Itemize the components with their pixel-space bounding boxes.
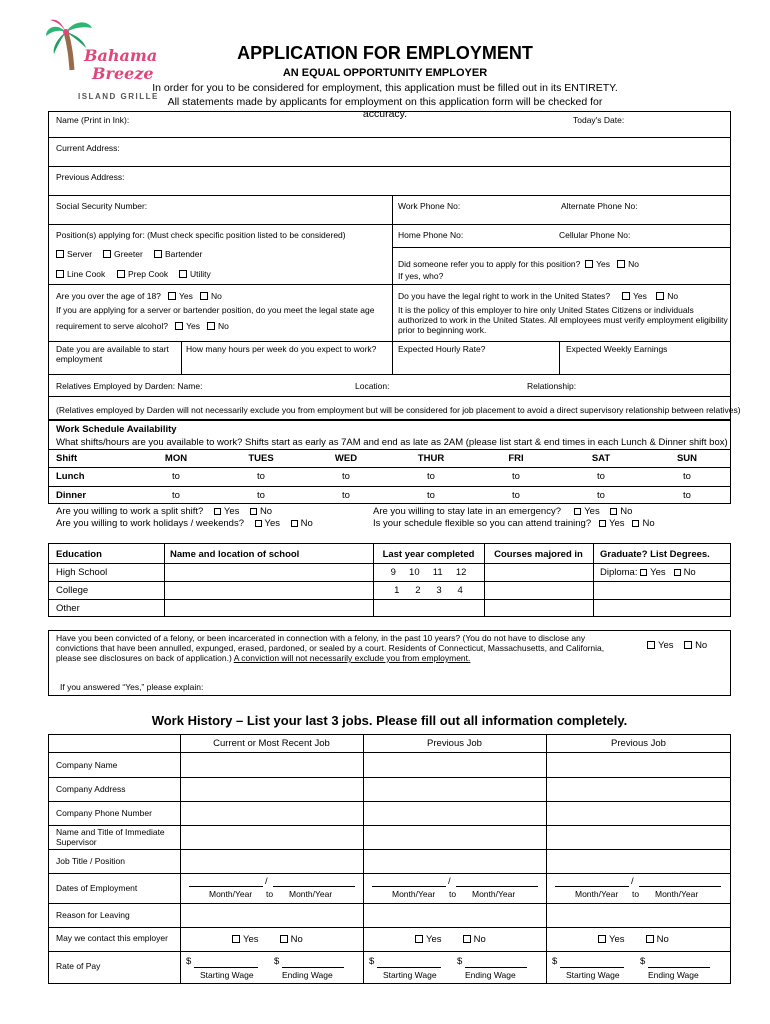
checkbox[interactable] xyxy=(168,292,176,300)
company-logo xyxy=(44,18,159,108)
checkbox[interactable] xyxy=(574,508,581,515)
schedule-header-mon: MON xyxy=(164,453,188,464)
lunch-fri-field[interactable]: to xyxy=(512,471,520,482)
row-may-we-contact: May we contact this employer xyxy=(56,933,168,943)
schedule-header-tues: TUES xyxy=(248,453,274,464)
logo-text-breeze: Breeze xyxy=(92,64,154,83)
cell-phone-label: Cellular Phone No: xyxy=(559,230,631,240)
felony-explain-label: If you answered “Yes,” please explain: xyxy=(60,682,204,692)
schedule-header-sun: SUN xyxy=(676,453,698,464)
eligibility-policy-text: It is the policy of this employer to hire only United States Citizens or individuals authorized to work in the United States. All employees must verify employment eligibility prior to beginning work. xyxy=(398,305,728,335)
education-row-other: Other xyxy=(56,603,80,614)
checkbox[interactable] xyxy=(599,520,606,527)
todays-date-label: Today's Date: xyxy=(573,115,625,125)
flexible-schedule-question: Is your schedule flexible so you can attend training? Yes No xyxy=(373,518,655,529)
checkbox[interactable] xyxy=(232,935,240,943)
rate-of-pay-job-3[interactable]: $ $ Starting Wage Ending Wage xyxy=(552,955,722,981)
position-greeter-option[interactable]: Greeter xyxy=(103,249,143,259)
row-job-title: Job Title / Position xyxy=(56,856,125,866)
felony-answer: Yes No xyxy=(647,640,707,651)
checkbox[interactable] xyxy=(280,935,288,943)
server-age-question-cont: requirement to serve alcohol? Yes No xyxy=(56,321,229,331)
checkbox[interactable] xyxy=(463,935,471,943)
intro-line-1: In order for you to be considered for employment, this application must be filled out in its ENTIRETY. xyxy=(152,82,618,94)
work-history-table xyxy=(48,734,731,984)
dinner-mon-field[interactable]: to xyxy=(172,490,180,501)
column-current-job: Current or Most Recent Job xyxy=(213,738,330,749)
lunch-wed-field[interactable]: to xyxy=(342,471,350,482)
contact-employer-job-1: Yes No xyxy=(232,934,303,945)
schedule-header-sat: SAT xyxy=(591,453,611,464)
checkbox[interactable] xyxy=(585,260,593,268)
referred-question: Did someone refer you to apply for this position? Yes No xyxy=(398,259,639,269)
checkbox[interactable] xyxy=(103,250,111,258)
checkbox[interactable] xyxy=(674,569,681,576)
last-year-header: Last year completed xyxy=(382,549,475,560)
contact-employer-job-3: Yes No xyxy=(598,934,669,945)
dates-field-job-3[interactable]: / Month/Year to Month/Year xyxy=(555,878,721,900)
lunch-thur-field[interactable]: to xyxy=(427,471,435,482)
checkbox[interactable] xyxy=(610,508,617,515)
diploma-question: Diploma: Yes No xyxy=(600,567,696,578)
logo-text-island-grille: ISLAND GRILLE xyxy=(78,92,159,101)
page-subtitle: AN EQUAL OPPORTUNITY EMPLOYER xyxy=(282,67,488,79)
row-reason-for-leaving: Reason for Leaving xyxy=(56,910,130,920)
row-company-name: Company Name xyxy=(56,760,118,770)
position-prepcook-option[interactable]: Prep Cook xyxy=(117,269,168,279)
schedule-title: Work Schedule Availability xyxy=(56,424,177,435)
legal-right-question: Do you have the legal right to work in the United States? Yes No xyxy=(398,291,679,301)
relatives-location-label: Location: xyxy=(355,381,390,391)
checkbox[interactable] xyxy=(646,935,654,943)
school-name-header: Name and location of school xyxy=(170,549,300,560)
row-rate-of-pay: Rate of Pay xyxy=(56,961,101,971)
column-previous-job-1: Previous Job xyxy=(427,738,482,749)
dates-field-job-2[interactable]: / Month/Year to Month/Year xyxy=(372,878,538,900)
high-school-years[interactable]: 9 10 11 12 xyxy=(390,567,467,578)
row-company-address: Company Address xyxy=(56,784,126,794)
hours-per-week-label: How many hours per week do you expect to work? xyxy=(186,344,377,354)
home-phone-label: Home Phone No: xyxy=(398,230,464,240)
checkbox[interactable] xyxy=(415,935,423,943)
checkbox[interactable] xyxy=(632,520,639,527)
work-phone-label: Work Phone No: xyxy=(398,201,461,211)
checkbox[interactable] xyxy=(255,520,262,527)
dinner-fri-field[interactable]: to xyxy=(512,490,520,501)
schedule-header-wed: WED xyxy=(334,453,358,464)
education-row-high-school: High School xyxy=(56,567,108,578)
checkbox[interactable] xyxy=(291,520,298,527)
lunch-mon-field[interactable]: to xyxy=(172,471,180,482)
schedule-row-lunch: Lunch xyxy=(56,471,85,482)
checkbox[interactable] xyxy=(640,569,647,576)
ssn-label: Social Security Number: xyxy=(56,201,148,211)
position-utility-option[interactable]: Utility xyxy=(179,269,211,279)
dinner-tues-field[interactable]: to xyxy=(257,490,265,501)
contact-employer-job-2: Yes No xyxy=(415,934,486,945)
checkbox[interactable] xyxy=(207,322,215,330)
checkbox[interactable] xyxy=(56,270,64,278)
dinner-thur-field[interactable]: to xyxy=(427,490,435,501)
holidays-question: Are you willing to work holidays / weekends? Yes No xyxy=(56,518,313,529)
checkbox[interactable] xyxy=(179,270,187,278)
checkbox[interactable] xyxy=(214,508,221,515)
current-address-label: Current Address: xyxy=(56,143,120,153)
alternate-phone-label: Alternate Phone No: xyxy=(561,201,638,211)
schedule-header-shift: Shift xyxy=(56,453,78,464)
schedule-row-dinner: Dinner xyxy=(56,490,87,501)
relatives-note: (Relatives employed by Darden will not necessarily exclude you from employment but will be considered for job placement to avoid a direct supervisory relationship between relatives) xyxy=(56,405,741,415)
split-shift-question: Are you willing to work a split shift? Yes No xyxy=(56,506,273,517)
column-previous-job-2: Previous Job xyxy=(611,738,666,749)
lunch-tues-field[interactable]: to xyxy=(257,471,265,482)
rate-of-pay-job-1[interactable]: $ $ Starting Wage Ending Wage xyxy=(186,955,356,981)
schedule-question: What shifts/hours are you available to work? Shifts start as early as 7AM and end as late as 2AM (please list start & end times in each Lunch & Dinner shift box) xyxy=(56,437,728,448)
position-linecook-option[interactable]: Line Cook xyxy=(56,269,105,279)
work-history-title: Work History – List your last 3 jobs. Please fill out all information completely. xyxy=(151,713,628,728)
graduate-header: Graduate? List Degrees. xyxy=(600,549,710,560)
row-supervisor: Name and Title of Immediate Supervisor xyxy=(56,827,165,847)
server-age-question: If you are applying for a server or bartender position, do you meet the legal state age xyxy=(56,305,375,315)
weekly-earnings-label: Expected Weekly Earnings xyxy=(566,344,668,354)
position-bartender-option[interactable]: Bartender xyxy=(154,249,202,259)
checkbox[interactable] xyxy=(598,935,606,943)
previous-address-label: Previous Address: xyxy=(56,172,125,182)
courses-header: Courses majored in xyxy=(494,549,583,560)
checkbox[interactable] xyxy=(200,292,208,300)
college-years[interactable]: 1 2 3 4 xyxy=(394,585,463,596)
stay-late-question: Are you willing to stay late in an emergency? Yes No xyxy=(373,506,633,517)
checkbox[interactable] xyxy=(154,250,162,258)
education-header: Education xyxy=(56,549,102,560)
age-question: Are you over the age of 18? Yes No xyxy=(56,291,222,301)
relatives-relationship-label: Relationship: xyxy=(527,381,577,391)
row-dates-of-employment: Dates of Employment xyxy=(56,883,138,893)
dinner-sat-field[interactable]: to xyxy=(597,490,605,501)
position-server-option[interactable]: Server xyxy=(56,249,92,259)
checkbox[interactable] xyxy=(647,641,655,649)
schedule-header-fri: FRI xyxy=(508,453,524,464)
name-label: Name (Print in Ink): xyxy=(56,115,130,125)
schedule-header-thur: THUR xyxy=(417,453,445,464)
rate-of-pay-job-2[interactable]: $ $ Starting Wage Ending Wage xyxy=(369,955,539,981)
logo-text-bahama: Bahama xyxy=(84,46,158,65)
positions-label: Position(s) applying for: (Must check specific position listed to be considered) xyxy=(56,230,346,240)
checkbox[interactable] xyxy=(622,292,630,300)
relatives-label: Relatives Employed by Darden: Name: xyxy=(56,381,203,391)
checkbox[interactable] xyxy=(56,250,64,258)
lunch-sat-field[interactable]: to xyxy=(597,471,605,482)
referred-who-label: If yes, who? xyxy=(398,271,444,281)
dinner-wed-field[interactable]: to xyxy=(342,490,350,501)
hourly-rate-label: Expected Hourly Rate? xyxy=(398,344,486,354)
checkbox[interactable] xyxy=(175,322,183,330)
page-title: APPLICATION FOR EMPLOYMENT xyxy=(237,43,533,63)
checkbox[interactable] xyxy=(250,508,257,515)
dinner-sun-field[interactable]: to xyxy=(683,490,691,501)
dates-field-job-1[interactable]: / Month/Year to Month/Year xyxy=(189,878,355,900)
checkbox[interactable] xyxy=(684,641,692,649)
intro-line-2: All statements made by applicants for employment on this application form will be checked for accuracy. xyxy=(167,96,603,120)
lunch-sun-field[interactable]: to xyxy=(683,471,691,482)
checkbox[interactable] xyxy=(617,260,625,268)
start-date-label: Date you are available to start employment xyxy=(56,344,169,364)
education-row-college: College xyxy=(56,585,89,596)
checkbox[interactable] xyxy=(656,292,664,300)
felony-question: Have you been convicted of a felony, or been incarcerated in connection with a felony, in the past 10 years? (You do not have to disclose any convictions that have been annulled, expunged, erased, pardoned, or sealed by a court. Residents of Connecticut, Massachusetts, and California, please see disclosures on back of application.) A conviction will not necessarily exclude you from employment. xyxy=(56,633,605,663)
checkbox[interactable] xyxy=(117,270,125,278)
row-company-phone: Company Phone Number xyxy=(56,808,152,818)
